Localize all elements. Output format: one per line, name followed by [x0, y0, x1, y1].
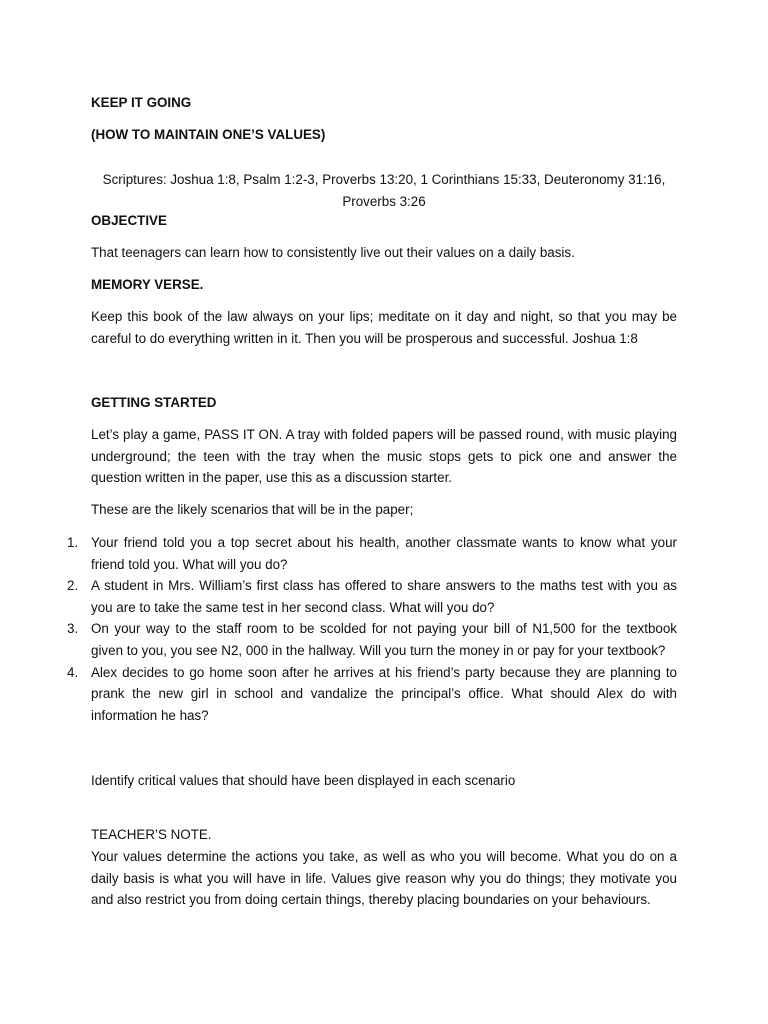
getting-started-heading: GETTING STARTED — [91, 395, 217, 410]
memory-verse-heading: MEMORY VERSE. — [91, 277, 204, 292]
objective-heading: OBJECTIVE — [91, 213, 167, 228]
scriptures-reference: Scriptures: Joshua 1:8, Psalm 1:2-3, Proverbs 13:20, 1 Corinthians 15:33, Deuteronomy 31:16, Proverbs 3:26 — [102, 172, 666, 209]
getting-started-text: Let’s play a game, PASS IT ON. A tray with folded papers will be passed round, with music playing underground; the teen with the tray when the music stops gets to pick one and answer the question written in the paper, use this as a discussion starter. — [91, 427, 677, 486]
teachers-note-heading: TEACHER’S NOTE. — [91, 827, 212, 842]
objective-text: That teenagers can learn how to consistently live out their values on a daily basis. — [91, 245, 575, 260]
document-subtitle: (HOW TO MAINTAIN ONE’S VALUES) — [91, 127, 326, 142]
list-item-text: A student in Mrs. William’s first class has offered to share answers to the maths test with you as you are to take the same test in her second class. What will you do? — [91, 578, 677, 615]
list-item — [67, 575, 677, 618]
list-item — [67, 618, 677, 661]
list-item — [67, 662, 677, 727]
list-item-number: 4. — [67, 664, 79, 680]
list-item-text: Alex decides to go home soon after he arrives at his friend’s party because they are planning to prank the new girl in school and vandalize the principal’s office. What should Alex do with information he has? — [91, 664, 677, 723]
teachers-note-text: Your values determine the actions you take, as well as who you will become. What you do on a daily basis is what you will have in life. Values give reason why you do things; they motivate you and also restrict you from doing certain things, thereby placing boundaries on your behaviours. — [91, 849, 677, 908]
list-item-number: 1. — [67, 535, 79, 550]
memory-verse-text: Keep this book of the law always on your lips; meditate on it day and night, so that you may be careful to do everything written in it. Then you will be prosperous and successful. Joshua 1:8 — [91, 309, 677, 346]
list-item-number: 3. — [67, 621, 79, 637]
identify-values-text: Identify critical values that should have been displayed in each scenario — [91, 773, 516, 788]
list-item-text: On your way to the staff room to be scolded for not paying your bill of N1,500 for the textbook given to you, you see N2, 000 in the hallway. Will you turn the money in or pay for your textbook? — [91, 621, 677, 658]
list-item — [67, 532, 677, 575]
scenario-list — [67, 532, 677, 726]
list-item-text: Your friend told you a top secret about his health, another classmate wants to know what your friend told you. What will you do? — [91, 535, 677, 572]
scenarios-intro: These are the likely scenarios that will be in the paper; — [91, 502, 414, 517]
document-title: KEEP IT GOING — [91, 95, 192, 110]
list-item-number: 2. — [67, 578, 79, 594]
